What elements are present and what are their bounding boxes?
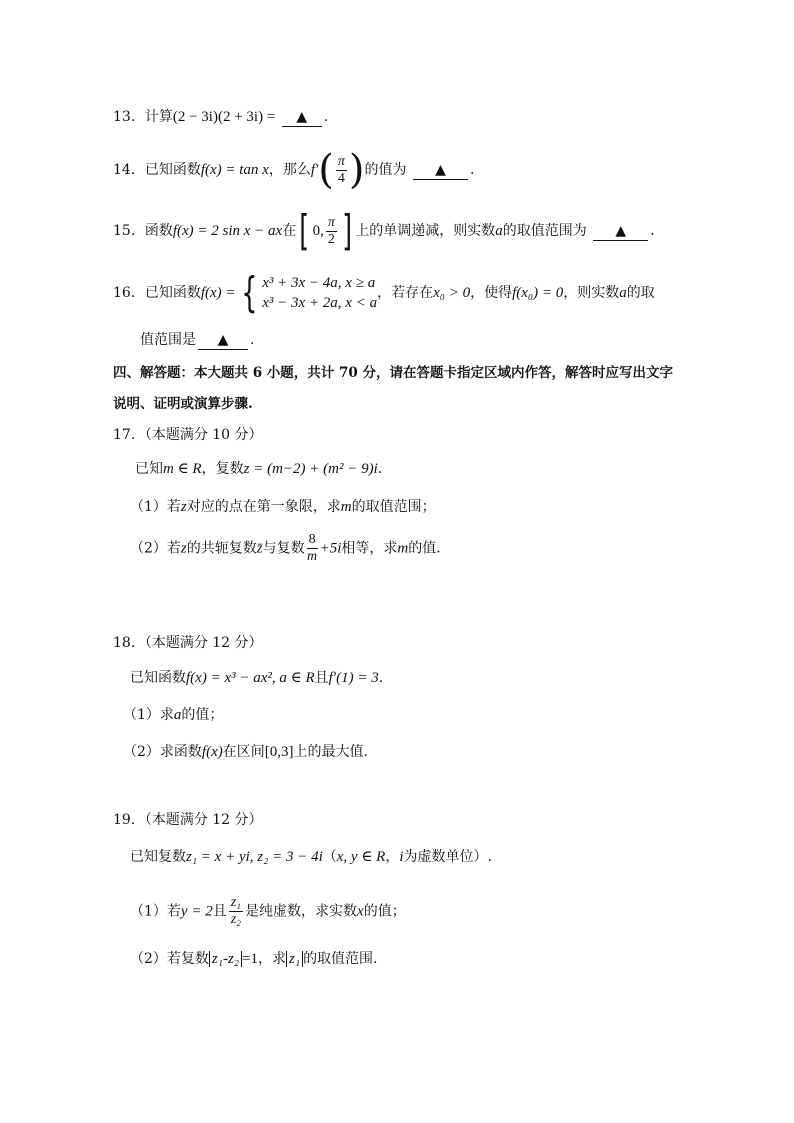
question-13: 13．计算(2 − 3i)(2 + 3i) = ▲ . bbox=[113, 109, 329, 125]
q13-label: 13．计算 bbox=[113, 109, 173, 125]
question-19-intro: 已知复数z₁ = x + yi, z₂ = 3 − 4i（x, y ∈ R，i为虚数单位）. bbox=[130, 849, 492, 865]
q15-label: 15．函数 bbox=[113, 223, 173, 239]
question-14: 14．已知函数f(x) = tan x，那么f′( $\frac{\pi}{4}$ )的值为 ▲ . bbox=[113, 147, 475, 193]
question-16-line2: 值范围是 ▲ . bbox=[140, 332, 255, 348]
question-16: 16．已知函数f(x) = { x³ + 3x − 4a, x ≥ a x³ − 3x + 2a, x < a ，若存在x₀ > 0，使得f(x₀) = 0，则实数a的取 bbox=[113, 268, 655, 317]
question-19-part1: （1）若y = 2且 $\frac{\text{z₁}}{\text{z₂}}$ 是纯虚数，求实数x的值； bbox=[130, 895, 406, 927]
question-18-intro: 已知函数f(x) = x³ − ax², a ∈ R且f′(1) = 3. bbox=[130, 670, 384, 686]
question-18-part2: （2）求函数f(x)在区间[0,3]上的最大值. bbox=[123, 744, 368, 760]
q16-piecewise: x³ + 3x − 4a, x ≥ a x³ − 3x + 2a, x < a bbox=[262, 275, 378, 311]
q13-expression: (2 − 3i)(2 + 3i) = bbox=[172, 109, 276, 125]
question-19-title: 19．（本题满分 12 分） bbox=[113, 812, 263, 828]
question-18-part1: （1）求a的值； bbox=[123, 707, 224, 723]
q15-answer-blank: ▲ bbox=[593, 222, 648, 241]
q17-fraction: $\frac{8}{m}$ bbox=[307, 532, 318, 564]
section-4-heading-line2: 说明、证明或演算步骤. bbox=[113, 396, 253, 412]
q16-label: 16．已知函数 bbox=[113, 285, 201, 301]
question-17-intro: 已知m ∈ R，复数z = (m−2) + (m² − 9)i. bbox=[135, 461, 383, 477]
q16-answer-blank: ▲ bbox=[198, 331, 248, 350]
q15-fraction: $\frac{\pi}{2}$ bbox=[327, 214, 335, 247]
q14-answer-blank: ▲ bbox=[413, 161, 468, 180]
q14-function: f(x) = tan x bbox=[200, 162, 269, 178]
q13-answer-blank: ▲ bbox=[282, 108, 322, 127]
question-18-title: 18．（本题满分 12 分） bbox=[113, 635, 263, 651]
question-15: 15．函数f(x) = 2 sin x − ax在[ 0, $\frac{\pi}{2}$ ] 上的单调递减，则实数a的取值范围为 ▲ . bbox=[113, 206, 655, 255]
q14-fraction: $\frac{\pi}{4}$ bbox=[337, 153, 345, 186]
question-17-title: 17．（本题满分 10 分） bbox=[113, 427, 263, 443]
section-4-heading: 四、解答题：本大题共 6 小题，共计 70 分，请在答题卡指定区域内作答，解答时应写出文字 bbox=[113, 365, 673, 381]
q14-label: 14．已知函数 bbox=[113, 162, 201, 178]
question-17-part1: （1）若z对应的点在第一象限，求m的取值范围； bbox=[130, 499, 436, 515]
question-19-part2: （2）若复数 z₁-z₂ =1，求 z₁ 的取值范围. bbox=[130, 951, 378, 967]
q19-fraction: $\frac{\text{z₁}}{\text{z₂}}$ bbox=[230, 895, 242, 927]
q15-function: f(x) = 2 sin x − ax bbox=[172, 223, 283, 239]
question-17-part2: （2）若z的共轭复数z̄与复数 $\frac{8}{m}$ +5i相等，求m的值. bbox=[130, 532, 441, 564]
